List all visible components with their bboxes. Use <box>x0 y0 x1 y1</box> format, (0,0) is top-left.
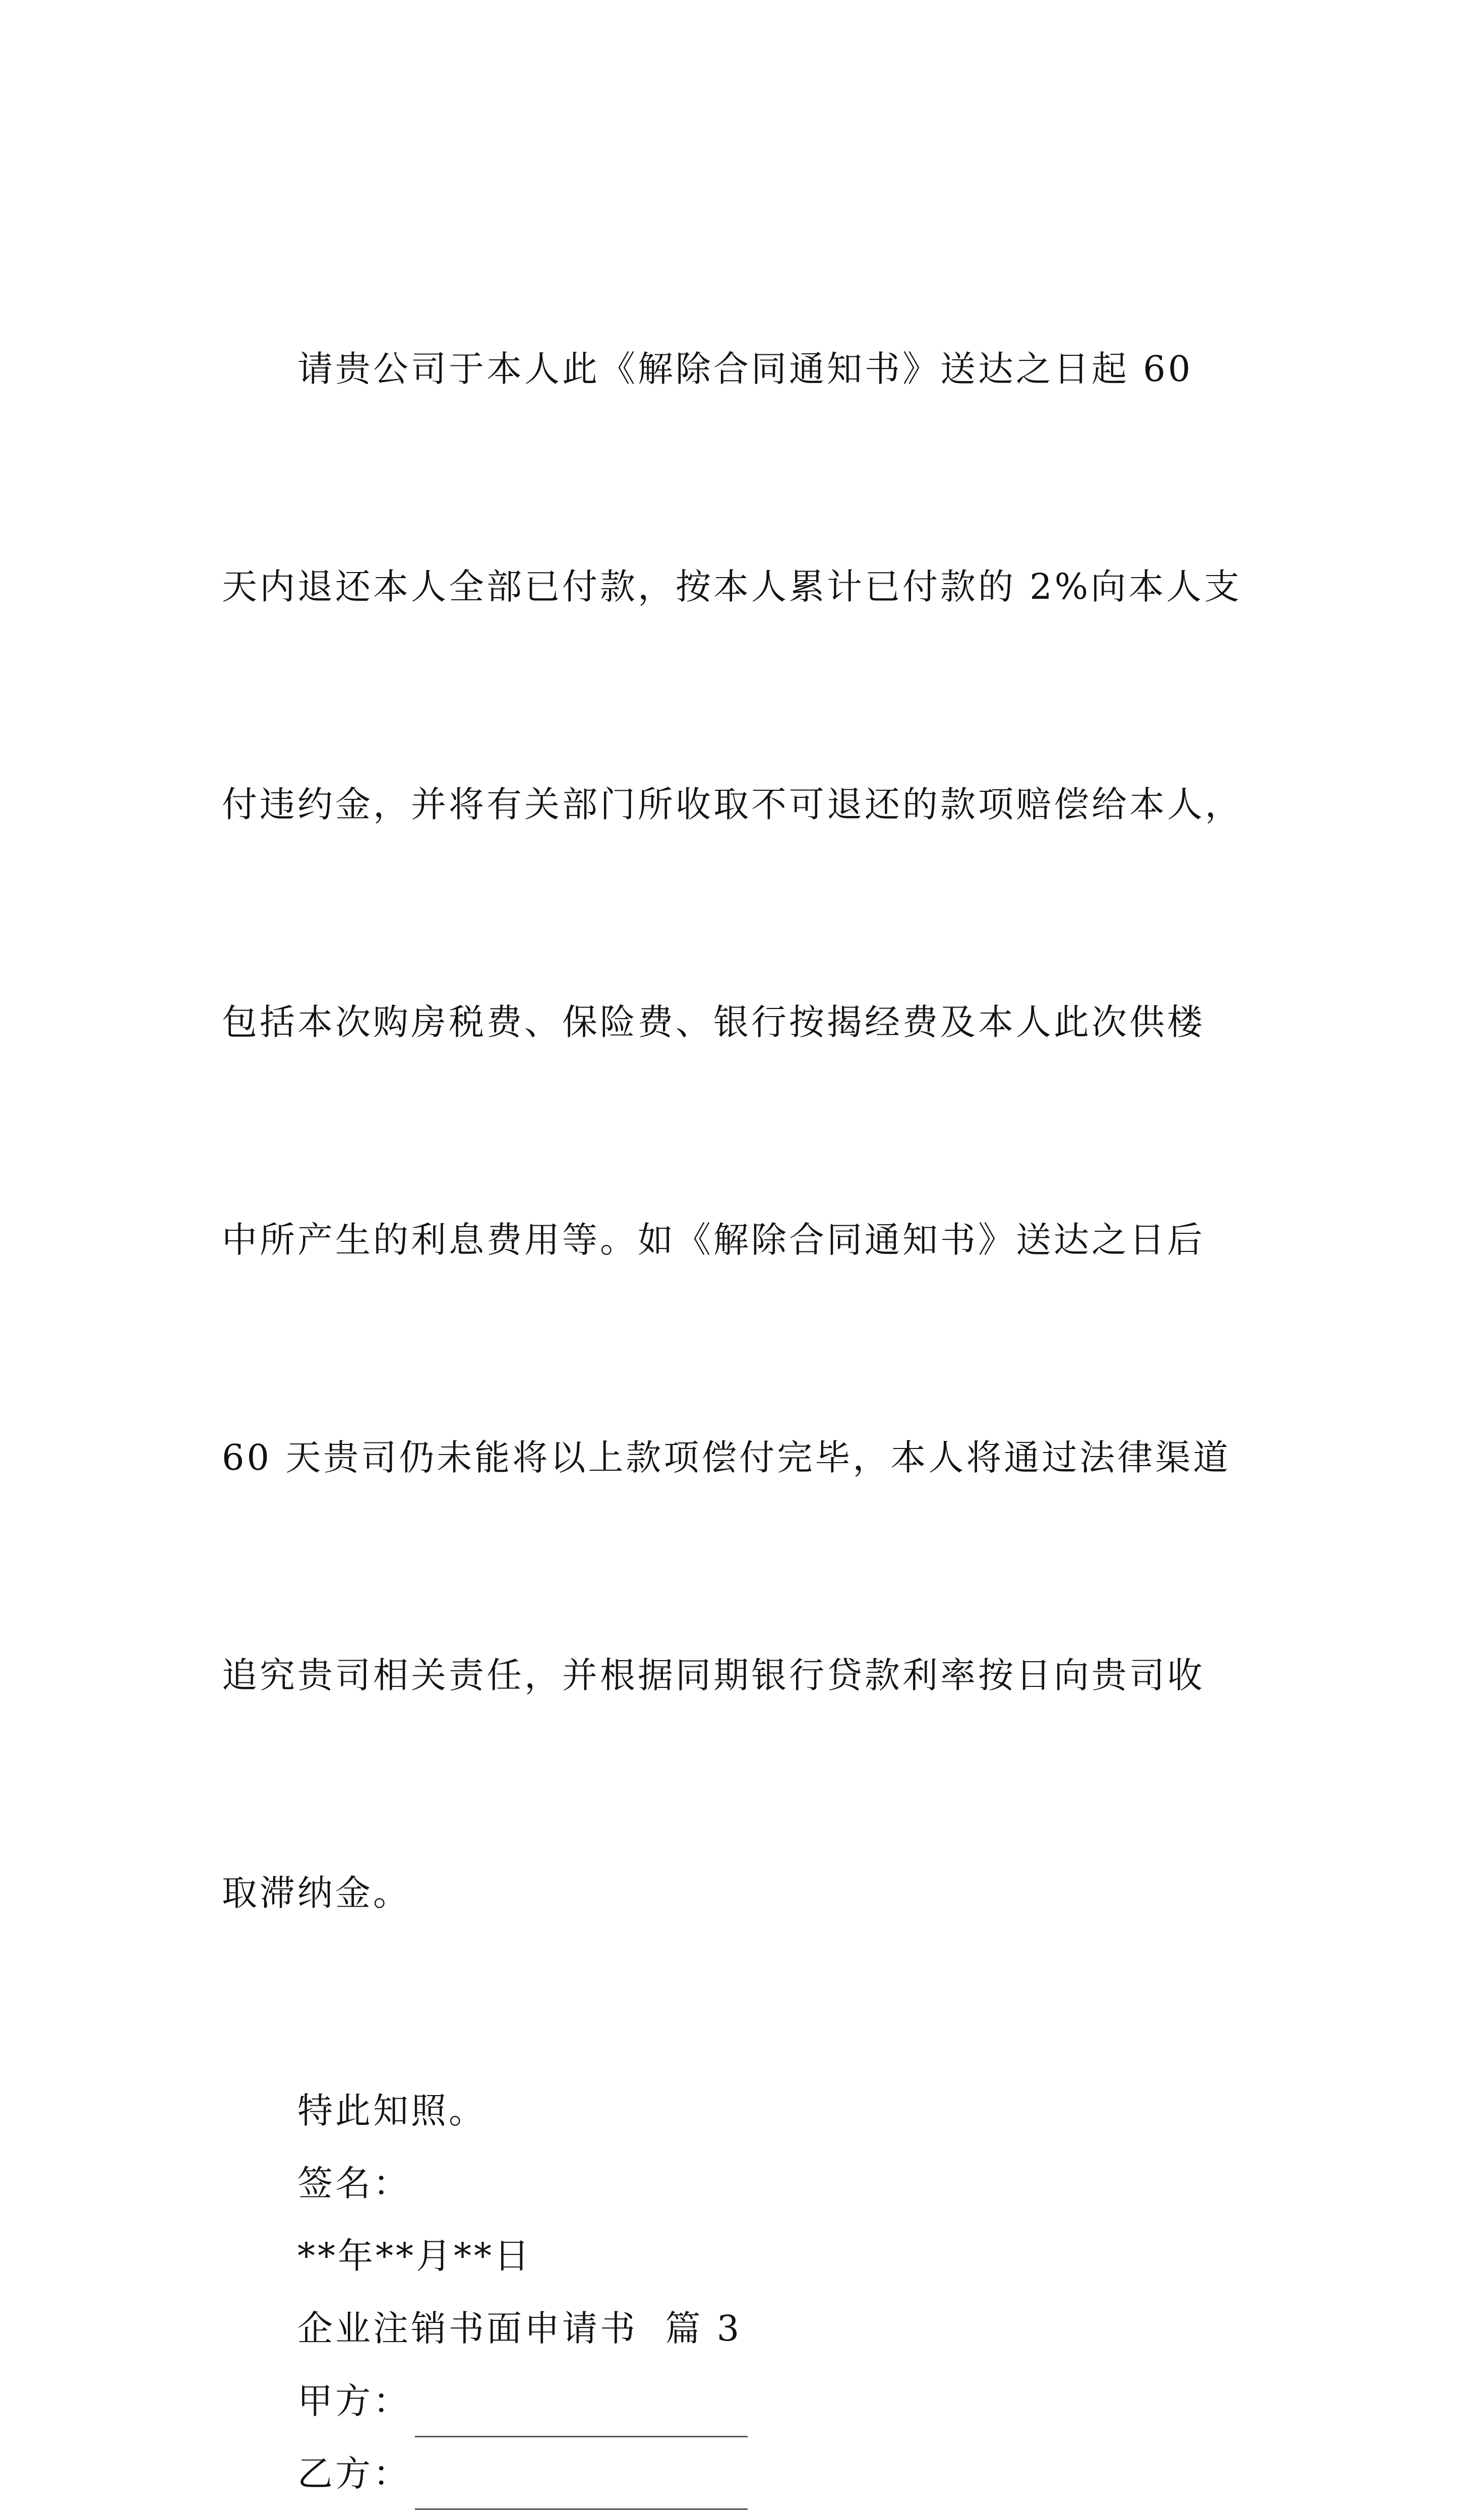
party-a-blank <box>415 2401 748 2437</box>
date-line: **年**月**日 <box>222 2235 532 2277</box>
party-a-row <box>222 2365 1281 2437</box>
party-a-label: 甲方： <box>222 2380 411 2422</box>
party-b-blank <box>415 2473 748 2510</box>
text-line: 包括本次购房税费、保险费、银行按揭经费及本人此次供楼 <box>222 1001 1205 1043</box>
text-line: 请贵公司于本人此《解除合同通知书》送达之日起 60 <box>222 348 1193 390</box>
notice-line: 特此知照。 <box>222 2090 487 2131</box>
text-line: 60 天贵司仍未能将以上款项偿付完毕，本人将通过法律渠道 <box>222 1437 1231 1478</box>
party-b-row <box>222 2437 1281 2510</box>
section-title: 企业注销书面申请书 篇 3 <box>222 2308 742 2349</box>
text-line: 付违约金，并将有关部门所收取不可退还的款项赔偿给本人， <box>222 784 1243 825</box>
text-line: 追究贵司相关责任，并根据同期银行贷款利率按日向贵司收 <box>222 1655 1205 1696</box>
text-line: 天内退还本人全部已付款，按本人累计已付款的 2%向本人支 <box>222 566 1242 607</box>
text-line: 中所产生的利息费用等。如《解除合同通知书》送达之日后 <box>222 1219 1205 1261</box>
paragraph-refund-request <box>222 187 1281 2074</box>
document-body <box>222 187 1281 2520</box>
paragraph-agreement-intro <box>222 2510 1281 2520</box>
signature-line: 签名： <box>222 2163 411 2204</box>
party-b-label: 乙方： <box>222 2453 411 2494</box>
text-line: 取滞纳金。 <box>222 1872 411 1914</box>
